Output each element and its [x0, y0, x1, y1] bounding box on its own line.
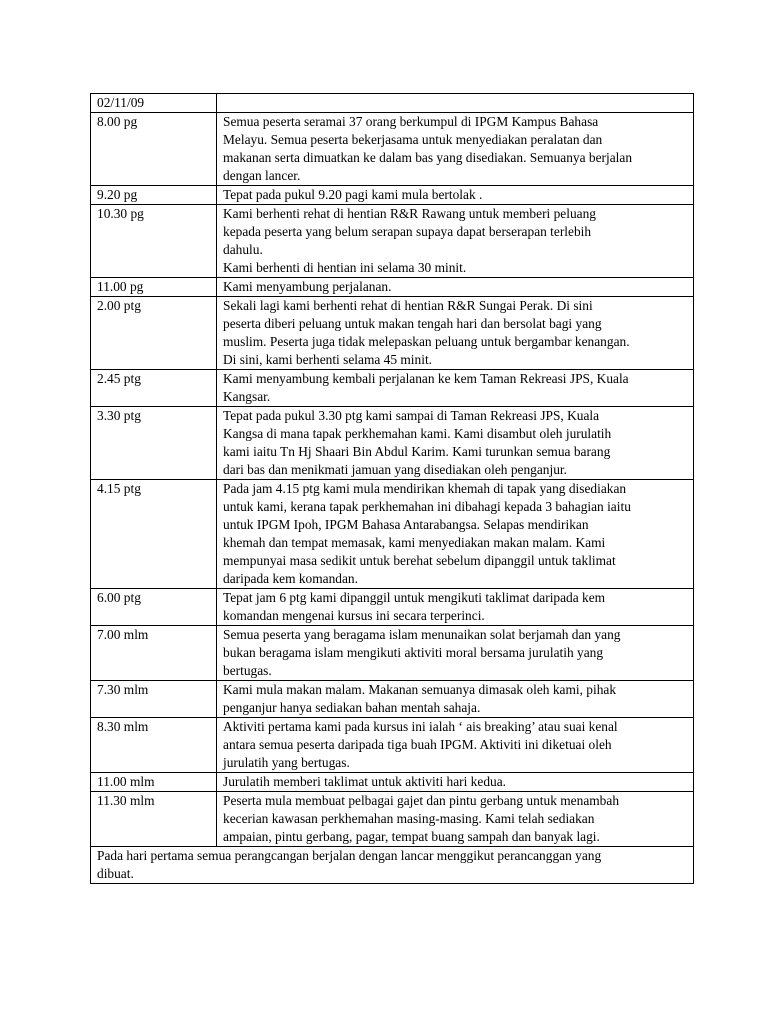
table-row — [91, 480, 694, 589]
time-cell: 2.00 ptg — [91, 297, 217, 370]
table-row — [91, 718, 694, 773]
time-cell: 11.00 mlm — [91, 773, 217, 792]
table-row — [91, 773, 694, 792]
description-cell: Jurulatih memberi taklimat untuk aktiviti hari kedua. — [217, 773, 694, 792]
table-row — [91, 297, 694, 370]
time-cell: 7.30 mlm — [91, 681, 217, 718]
description-cell: Aktiviti pertama kami pada kursus ini ialah ‘ ais breaking’ atau suai kenal antara semua peserta daripada tiga buah IPGM. Aktiviti ini diketuai oleh jurulatih yang bertugas. — [217, 718, 694, 773]
schedule-table — [90, 93, 694, 884]
table-row — [91, 278, 694, 297]
time-cell: 3.30 ptg — [91, 407, 217, 480]
time-cell: 9.20 pg — [91, 186, 217, 205]
description-cell: Tepat jam 6 ptg kami dipanggil untuk mengikuti taklimat daripada kem komandan mengenai kursus ini secara terperinci. — [217, 589, 694, 626]
summary-cell: Pada hari pertama semua perangcangan berjalan dengan lancar menggikut perancanggan yang dibuat. — [91, 847, 694, 884]
description-cell: Kami menyambung kembali perjalanan ke kem Taman Rekreasi JPS, Kuala Kangsar. — [217, 370, 694, 407]
time-cell: 7.00 mlm — [91, 626, 217, 681]
table-row — [91, 407, 694, 480]
description-cell: Tepat pada pukul 9.20 pagi kami mula bertolak . — [217, 186, 694, 205]
table-row — [91, 792, 694, 847]
description-cell: Kami menyambung perjalanan. — [217, 278, 694, 297]
description-cell: Semua peserta seramai 37 orang berkumpul di IPGM Kampus Bahasa Melayu. Semua peserta bekerjasama untuk menyediakan peralatan dan makanan serta dimuatkan ke dalam bas yang disediakan. Semuanya berjalan dengan lancer. — [217, 113, 694, 186]
table-row — [91, 113, 694, 186]
time-cell: 8.00 pg — [91, 113, 217, 186]
time-cell: 11.30 mlm — [91, 792, 217, 847]
description-cell: Kami berhenti rehat di hentian R&R Rawang untuk memberi peluang kepada peserta yang belum serapan supaya dapat berserapan terlebih dahulu. Kami berhenti di hentian ini selama 30 minit. — [217, 205, 694, 278]
time-cell: 6.00 ptg — [91, 589, 217, 626]
description-cell: Pada jam 4.15 ptg kami mula mendirikan khemah di tapak yang disediakan untuk kami, kerana tapak perkhemahan ini dibahagi kepada 3 bahagian iaitu untuk IPGM Ipoh, IPGM Bahasa Antarabangsa. Selapas mendirikan khemah dan tempat memasak, kami menyediakan makan malam. Kami mempunyai masa sedikit untuk berehat sebelum dipanggil untuk taklimat daripada kem komandan. — [217, 480, 694, 589]
date-cell: 02/11/09 — [91, 94, 217, 113]
table-row — [91, 681, 694, 718]
table-row — [91, 186, 694, 205]
table-row — [91, 626, 694, 681]
time-cell: 2.45 ptg — [91, 370, 217, 407]
date-empty-cell — [217, 94, 694, 113]
time-cell: 8.30 mlm — [91, 718, 217, 773]
table-row — [91, 370, 694, 407]
table-row — [91, 589, 694, 626]
description-cell: Kami mula makan malam. Makanan semuanya dimasak oleh kami, pihak penganjur hanya sediakan bahan mentah sahaja. — [217, 681, 694, 718]
description-cell: Peserta mula membuat pelbagai gajet dan pintu gerbang untuk menambah kecerian kawasan perkhemahan masing-masing. Kami telah sediakan ampaian, pintu gerbang, pagar, tempat buang sampah dan banyak lagi. — [217, 792, 694, 847]
description-cell: Tepat pada pukul 3.30 ptg kami sampai di Taman Rekreasi JPS, Kuala Kangsa di mana tapak perkhemahan kami. Kami disambut oleh jurulatih kami iaitu Tn Hj Shaari Bin Abdul Karim. Kami turunkan semua barang dari bas dan menikmati jamuan yang disediakan oleh penganjur. — [217, 407, 694, 480]
description-cell: Semua peserta yang beragama islam menunaikan solat berjamah dan yang bukan beragama islam mengikuti aktiviti moral bersama jurulatih yang bertugas. — [217, 626, 694, 681]
time-cell: 11.00 pg — [91, 278, 217, 297]
table-row — [91, 205, 694, 278]
description-cell: Sekali lagi kami berhenti rehat di hentian R&R Sungai Perak. Di sini peserta diberi peluang untuk makan tengah hari dan bersolat bagi yang muslim. Peserta juga tidak melepaskan peluang untuk bergambar kenangan. Di sini, kami berhenti selama 45 minit. — [217, 297, 694, 370]
date-row — [91, 94, 694, 113]
time-cell: 4.15 ptg — [91, 480, 217, 589]
summary-row — [91, 847, 694, 884]
time-cell: 10.30 pg — [91, 205, 217, 278]
